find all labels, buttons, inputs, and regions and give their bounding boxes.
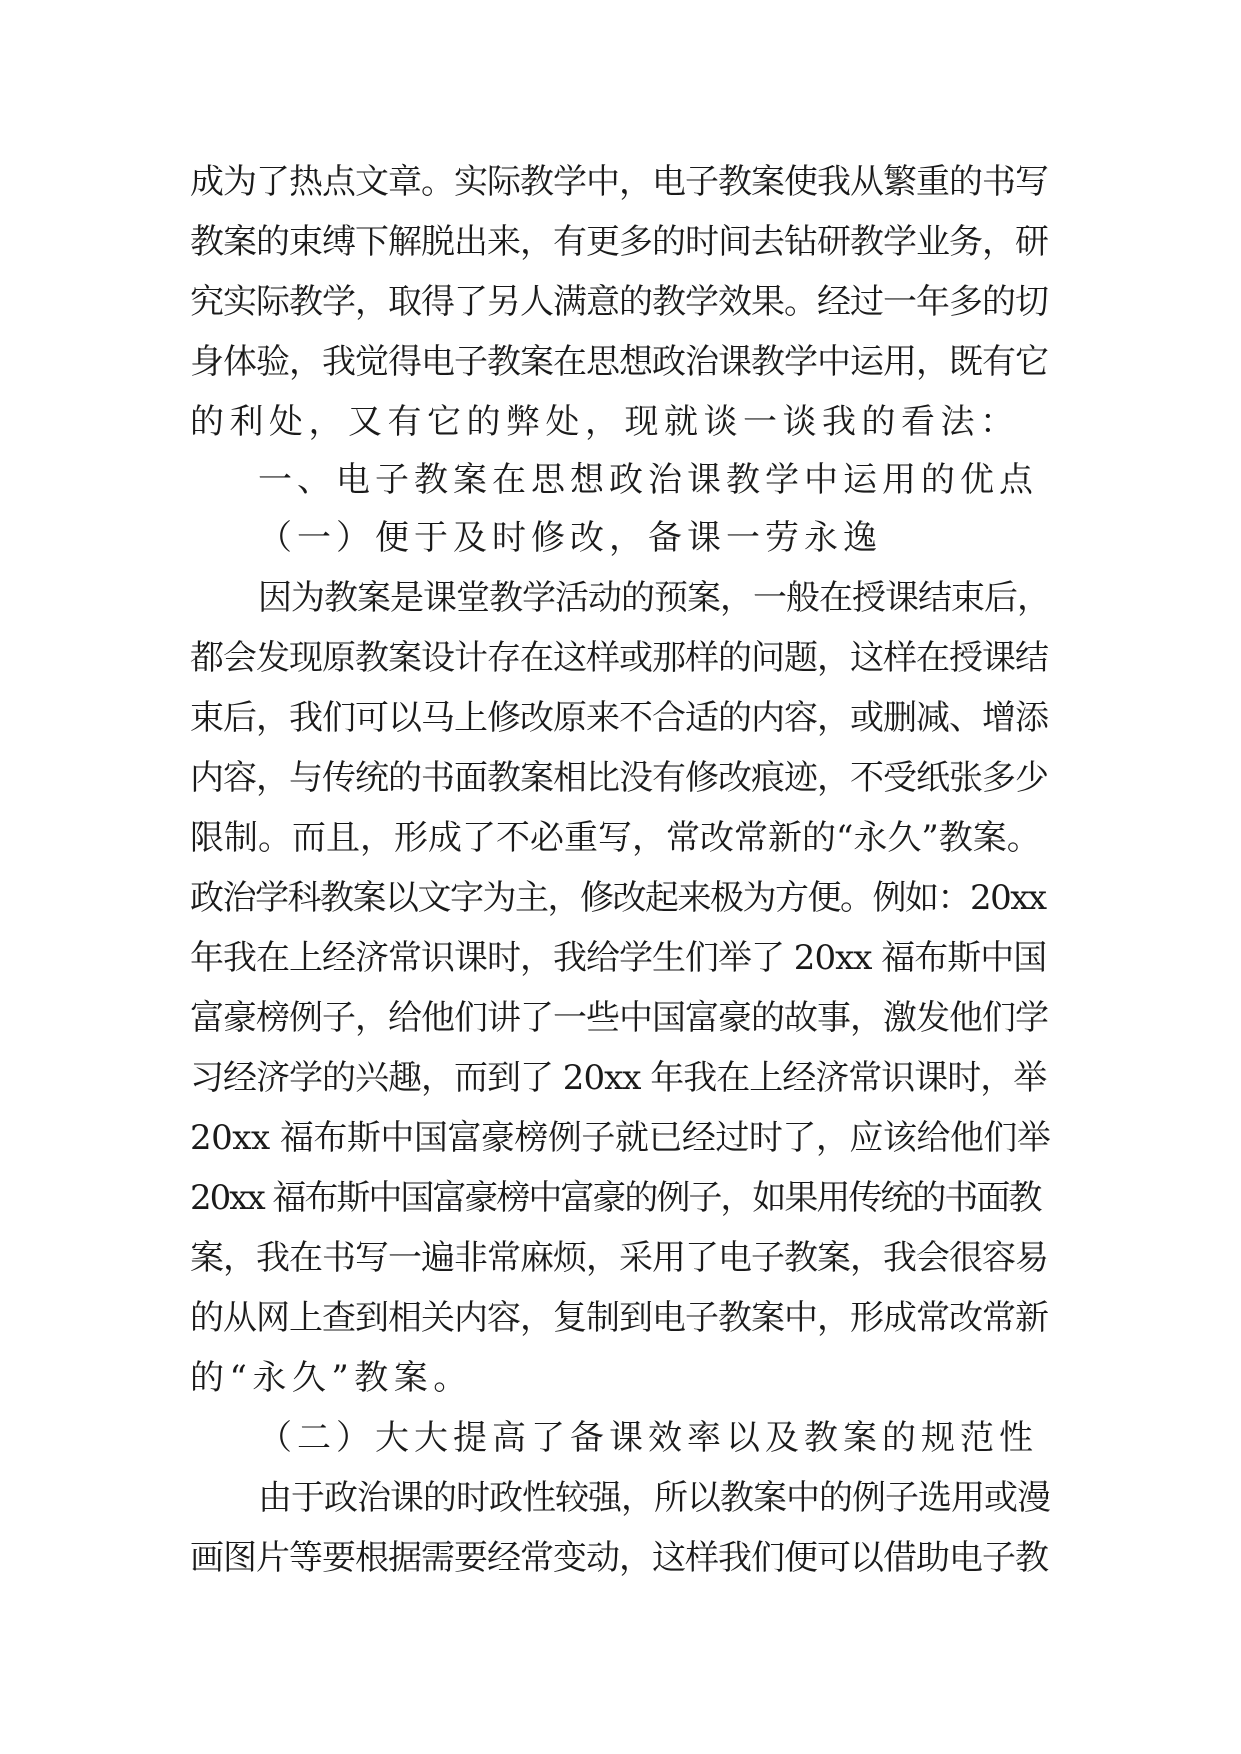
text-line: 的从网上查到相关内容，复制到电子教案中，形成常改常新 [190, 1298, 1048, 1338]
text-line: 的“永久”教案。 [190, 1358, 473, 1398]
text-line: 由于政治课的时政性较强，所以教案中的例子选用或漫 [258, 1478, 1050, 1518]
text-line: 内容，与传统的书面教案相比没有修改痕迹，不受纸张多少 [190, 758, 1048, 798]
text-line: 束后，我们可以马上修改原来不合适的内容，或删减、增添 [190, 698, 1048, 738]
text-line: 的利处，又有它的弊处，现就谈一谈我的看法： [190, 402, 1020, 442]
text-line: 究实际教学，取得了另人满意的教学效果。经过一年多的切 [190, 282, 1048, 322]
text-line: 案，我在书写一遍非常麻烦，采用了电子教案，我会很容易 [190, 1238, 1048, 1278]
text-line: 限制。而且，形成了不必重写，常改常新的“永久”教案。 [190, 818, 1041, 858]
text-line: 20xx 福布斯中国富豪榜例子就已经过时了，应该给他们举 [190, 1118, 1051, 1158]
text-line: 因为教案是课堂教学活动的预案，一般在授课结束后， [258, 578, 1050, 618]
text-line: 教案的束缚下解脱出来，有更多的时间去钻研教学业务，研 [190, 222, 1048, 262]
text-line: 习经济学的兴趣，而到了 20xx 年我在上经济常识课时，举 [190, 1058, 1047, 1098]
section-heading: 一、电子教案在思想政治课教学中运用的优点 [258, 460, 1038, 500]
text-line: 政治学科教案以文字为主，修改起来极为方便。例如：20xx [190, 878, 1046, 918]
text-line: 20xx 福布斯中国富豪榜中富豪的例子，如果用传统的书面教 [190, 1178, 1041, 1218]
text-line: 富豪榜例子，给他们讲了一些中国富豪的故事，激发他们学 [190, 998, 1048, 1038]
text-line: 身体验，我觉得电子教案在思想政治课教学中运用，既有它 [190, 342, 1048, 382]
subsection-heading: （二）大大提高了备课效率以及教案的规范性 [258, 1418, 1038, 1458]
text-line: 成为了热点文章。实际教学中，电子教案使我从繁重的书写 [190, 162, 1048, 202]
subsection-heading: （一）便于及时修改，备课一劳永逸 [258, 518, 882, 558]
text-line: 画图片等要根据需要经常变动，这样我们便可以借助电子教 [190, 1538, 1048, 1578]
text-line: 年我在上经济常识课时，我给学生们举了 20xx 福布斯中国 [190, 938, 1047, 978]
text-line: 都会发现原教案设计存在这样或那样的问题，这样在授课结 [190, 638, 1048, 678]
